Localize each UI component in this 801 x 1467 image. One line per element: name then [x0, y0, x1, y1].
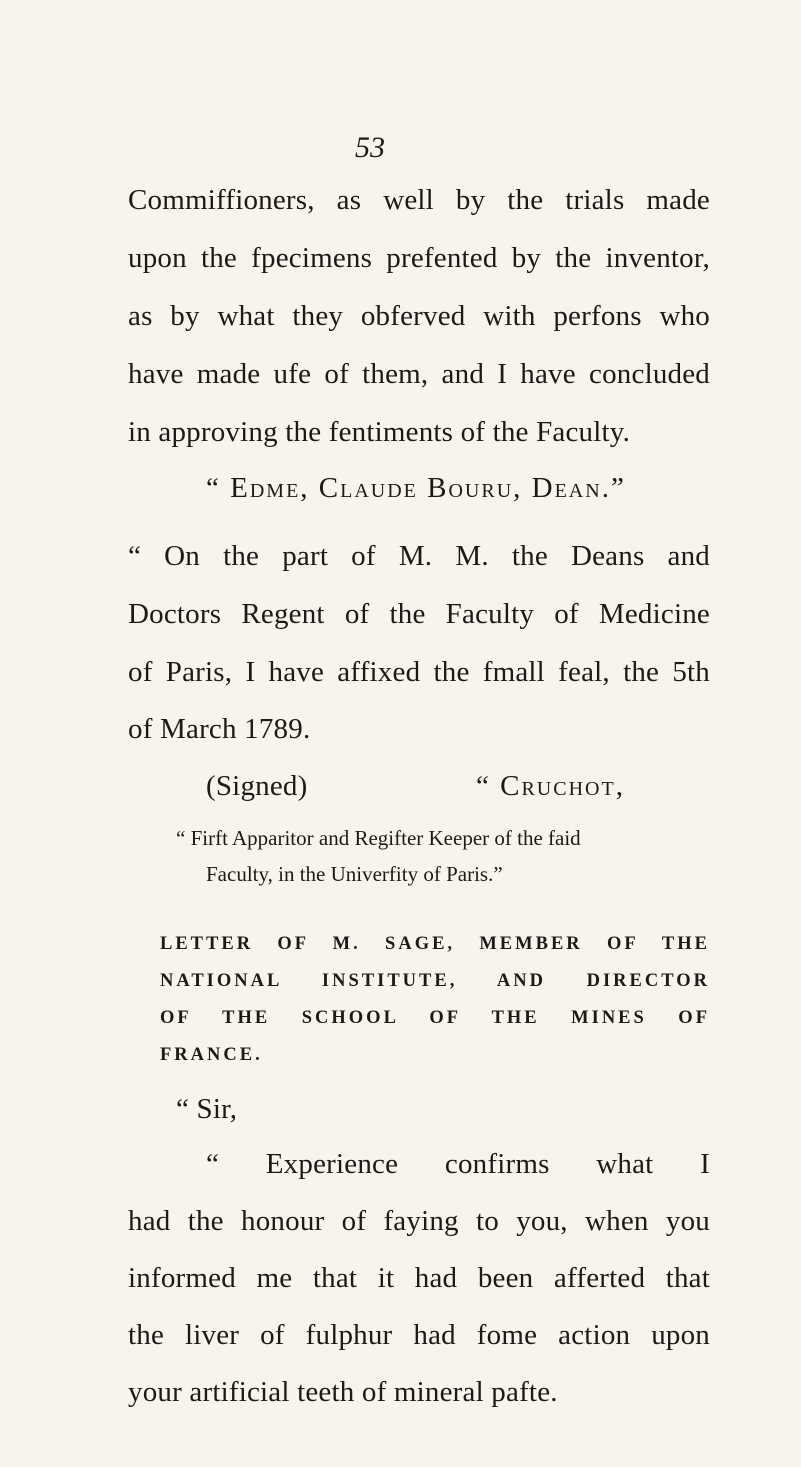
apparitor-line: Faculty, in the Univerfity of Paris.” [206, 862, 503, 886]
text-line: in approving the fentiments of the Faculty. [128, 416, 631, 448]
letter-heading-line: FRANCE. [160, 1045, 263, 1065]
salutation: “ Sir, [176, 1093, 238, 1125]
text-line: had the honour of faying to you, when you [128, 1205, 710, 1237]
text-line: of Paris, I have affixed the fmall feal, the 5th [128, 656, 710, 688]
text-line: as by what they obferved with perfons who [128, 300, 710, 332]
page-number: 53 [355, 131, 385, 164]
text-line: of March 1789. [128, 713, 311, 745]
apparitor-line: “ Firft Apparitor and Regifter Keeper of the faid [176, 826, 581, 850]
signed-name: “ Cruchot, [476, 770, 625, 802]
letter-heading-line: LETTER OF M. SAGE, MEMBER OF THE [160, 934, 710, 954]
text-line: upon the fpecimens prefented by the inventor, [128, 242, 710, 274]
letter-heading-line: OF THE SCHOOL OF THE MINES OF [160, 1008, 710, 1028]
text-line: Commiffioners, as well by the trials made [128, 184, 710, 216]
text-line: your artificial teeth of mineral pafte. [128, 1376, 558, 1408]
signature-dean: “ Edme, Claude Bouru, Dean.” [206, 472, 626, 504]
letter-heading-line: NATIONAL INSTITUTE, AND DIRECTOR [160, 971, 710, 991]
text-line: “ On the part of M. M. the Deans and [128, 540, 710, 572]
text-line: “ Experience confirms what I [206, 1148, 710, 1180]
text-line: Doctors Regent of the Faculty of Medicine [128, 598, 710, 630]
text-line: informed me that it had been afferted that [128, 1262, 710, 1294]
signed-label: (Signed) [206, 770, 308, 802]
text-line: have made ufe of them, and I have concluded [128, 358, 710, 390]
text-line: the liver of fulphur had fome action upon [128, 1319, 710, 1351]
